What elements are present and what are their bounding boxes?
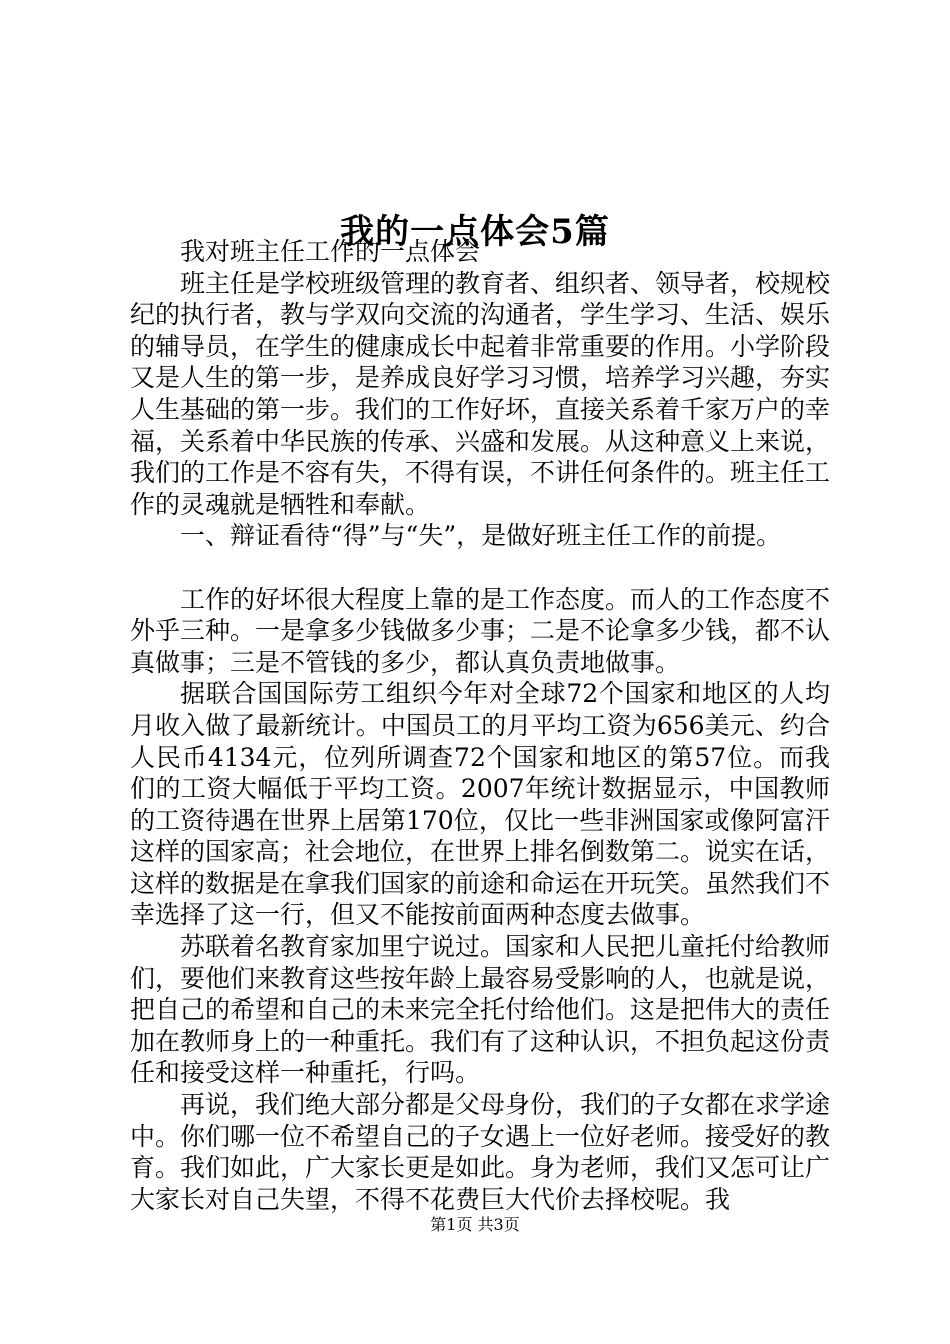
document-title: 我的一点体会5篇 xyxy=(340,211,610,252)
section-heading: 一、辩证看待“得”与“失”，是做好班主任工作的前提。 xyxy=(180,521,782,551)
document-body xyxy=(130,236,830,1215)
blank-line xyxy=(130,552,830,584)
paragraph: 班主任是学校班级管理的教育者、组织者、领导者，校规校纪的执行者，教与学双向交流的沟通者，学生学习、生活、娱乐的辅导员，在学生的健康成长中起着非常重要的作用。小学阶段又是人生的第一步，是养成良好学习习惯，培养学习兴趣，夯实人生基础的第一步。我们的工作好坏，直接关系着千家万户的幸福，关系着中华民族的传承、兴盛和发展。从这种意义上来说，我们的工作是不容有失，不得有误，不讲任何条件的。班主任工作的灵魂就是牺牲和奉献。 xyxy=(130,268,831,519)
paragraph: 苏联着名教育家加里宁说过。国家和人民把儿童托付给教师们，要他们来教育这些按年龄上最容易受影响的人，也就是说，把自己的希望和自己的未来完全托付给他们。这是把伟大的责任加在教师身上的一种重托。我们有了这种认识，不担负起这份责任和接受这样一种重托，行吗。 xyxy=(130,932,831,1088)
document-subtitle: 我对班主任工作的一点体会 xyxy=(180,237,481,266)
paragraph: 再说，我们绝大部分都是父母身份，我们的子女都在求学途中。你们哪一位不希望自己的子女遇上一位好老师。接受好的教育。我们如此，广大家长更是如此。身为老师，我们又怎可让广大家长对自己失望，不得不花费巨大代价去择校呢。我 xyxy=(130,1090,831,1214)
page-footer: 第1页 共3页 xyxy=(430,1215,520,1234)
paragraph: 据联合国国际劳工组织今年对全球72个国家和地区的人均月收入做了最新统计。中国员工的月平均工资为656美元、约合人民币4134元，位列所调查72个国家和地区的第57位。而我们的工资大幅低于平均工资。2007年统计数据显示，中国教师的工资待遇在世界上居第170位，仅比一些非洲国家或像阿富汗这样的国家高；社会地位，在世界上排名倒数第二。说实在话，这样的数据是在拿我们国家的前途和命运在开玩笑。虽然我们不幸选择了这一行，但又不能按前面两种态度去做事。 xyxy=(130,679,831,930)
paragraph: 工作的好坏很大程度上靠的是工作态度。而人的工作态度不外乎三种。一是拿多少钱做多少事；二是不论拿多少钱，都不认真做事；三是不管钱的多少，都认真负责地做事。 xyxy=(130,584,831,677)
